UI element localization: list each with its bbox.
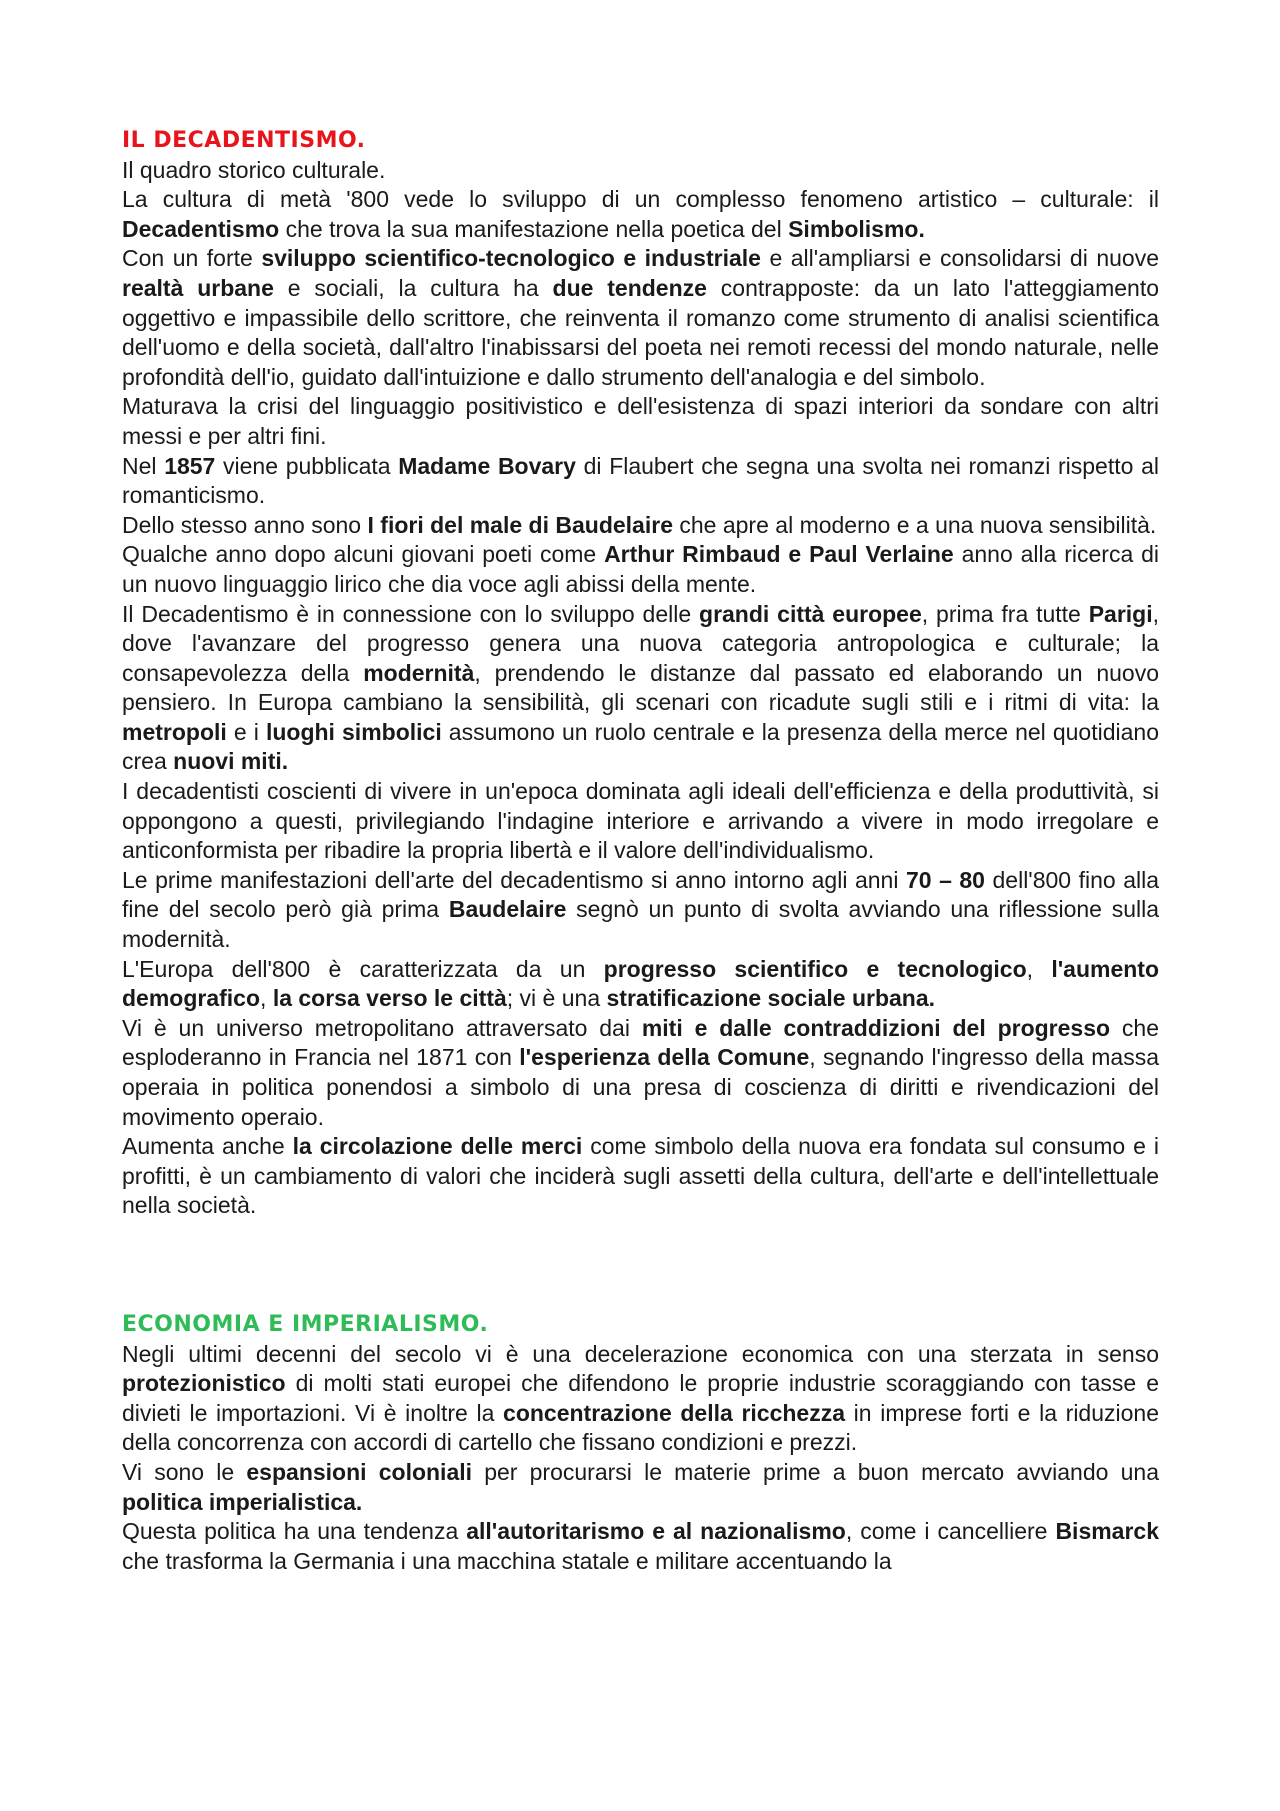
document-page: [122, 126, 1159, 1576]
bold-text: stratificazione sociale urbana.: [606, 985, 936, 1012]
bold-text: l'aumento demografico: [122, 955, 1160, 1012]
bold-text: miti e dalle contraddizioni del progresso: [641, 1014, 1111, 1041]
text-run: Negli ultimi decenni del secolo vi è una decelerazione economica con una sterzata in senso: [122, 1340, 1159, 1367]
section-title-economia: ECONOMIA E IMPERIALISMO.: [122, 1311, 489, 1337]
text-run: anno alla ricerca di un nuovo linguaggio lirico che dia voce agli abissi della mente.: [122, 541, 1160, 597]
text-run: Le prime manifestazioni dell'arte del decadentismo si anno intorno agli anni: [122, 866, 906, 893]
text-run: ; vi è una: [506, 985, 607, 1012]
text-run: I decadentisti coscienti di vivere in un'epoca dominata agli ideali dell'efficienza e della produttività, si oppongono a questi, privilegiando l'indagine interiore e arrivando a vivere in modo irregolare e anticonformista per ribadire la propria libertà e il valore dell'individualismo.: [122, 778, 1159, 864]
bold-text: l'esperienza della Comune: [519, 1044, 810, 1071]
text-run: come simbolo della nuova era fondata sul consumo e i profitti, è un cambiamento di valori che inciderà sugli assetti della cultura, dell'arte e dell'intellettuale nella società.: [122, 1133, 1159, 1219]
section-spacer: [122, 1221, 1159, 1310]
text-run: di molti stati europei che difendono le proprie industrie scoraggiando con tasse e divieti le importazioni. Vi è inoltre la: [122, 1370, 1159, 1426]
bold-text: sviluppo scientifico-tecnologico e industriale: [261, 245, 761, 272]
section-title-decadentismo: IL DECADENTISMO.: [122, 128, 366, 153]
text-run: Maturava la crisi del linguaggio positivistico e dell'esistenza di spazi interiori da sondare con altri messi e per altri fini.: [122, 393, 1159, 449]
bold-text: Bismarck: [1055, 1518, 1160, 1545]
text-run: che trasforma la Germania i una macchina statale e militare accentuando la: [122, 1547, 892, 1574]
text-run: Il Decadentismo è in connessione con lo sviluppo delle: [122, 600, 700, 627]
bold-text: modernità: [363, 659, 475, 686]
text-run: Con un forte: [122, 245, 262, 272]
bold-text: due tendenze: [552, 274, 707, 301]
section-subtitle: Il quadro storico culturale.: [122, 156, 386, 183]
bold-text: I fiori del male di Baudelaire: [367, 511, 673, 538]
text-run: L'Europa dell'800 è caratterizzata da un: [122, 955, 604, 982]
text-run: in imprese forti e la riduzione della concorrenza con accordi di cartello che fissano condizioni e prezzi.: [122, 1399, 1159, 1456]
text-run: Vi sono le: [122, 1458, 247, 1485]
paragraph: [122, 185, 1159, 244]
bold-text: Simbolismo.: [788, 215, 925, 242]
text-run: Qualche anno dopo alcuni giovani poeti come: [122, 541, 605, 568]
paragraph: [122, 452, 1159, 511]
text-run: viene pubblicata: [215, 452, 399, 479]
text-run: segnò un punto di svolta avviando una riflessione sulla modernità.: [122, 896, 1159, 953]
text-run: La cultura di metà '800 vede lo sviluppo di un complesso fenomeno artistico – culturale: il: [122, 186, 1159, 213]
bold-text: Baudelaire: [448, 896, 567, 923]
bold-text: protezionistico: [122, 1370, 286, 1397]
bold-text: la corsa verso le città: [272, 985, 507, 1012]
text-run: Vi è un universo metropolitano attraversato dai: [122, 1014, 642, 1041]
bold-text: all'autoritarismo e al nazionalismo: [466, 1518, 846, 1545]
bold-text: Madame Bovary: [398, 452, 576, 479]
bold-text: 70 – 80: [905, 866, 985, 893]
bold-text: nuovi miti.: [173, 748, 289, 775]
paragraph: [122, 1340, 1159, 1458]
bold-text: grandi città europee: [699, 600, 922, 627]
text-run: per procurarsi le materie prime a buon mercato avviando una: [472, 1458, 1159, 1485]
bold-text: la circolazione delle merci: [292, 1133, 583, 1160]
text-run: che trova la sua manifestazione nella poetica del: [279, 215, 789, 242]
paragraph: [122, 1014, 1159, 1132]
paragraph: [122, 392, 1159, 451]
text-run: e all'ampliarsi e consolidarsi di nuove: [760, 245, 1159, 272]
text-run: ,: [1026, 955, 1052, 982]
bold-text: Parigi: [1088, 600, 1153, 627]
text-run: dell'800 fino alla fine del secolo però già prima: [122, 866, 1160, 923]
text-run: , come i cancelliere: [845, 1518, 1056, 1545]
bold-text: 1857: [164, 452, 216, 479]
bold-text: luoghi simbolici: [265, 718, 442, 745]
bold-text: metropoli: [122, 718, 227, 745]
text-run: Nel: [122, 452, 165, 479]
paragraph: [122, 866, 1159, 955]
text-run: , dove l'avanzare del progresso genera una nuova categoria antropologica e culturale; la consapevolezza della: [122, 600, 1160, 686]
text-run: ,: [260, 985, 273, 1012]
paragraph: [122, 955, 1159, 1014]
bold-text: espansioni coloniali: [246, 1458, 473, 1485]
paragraph: [122, 1458, 1159, 1517]
paragraph: [122, 540, 1159, 599]
bold-text: politica imperialistica.: [122, 1488, 363, 1515]
paragraph: [122, 1132, 1159, 1221]
text-run: , prendendo le distanze dal passato ed elaborando un nuovo pensiero. In Europa cambiano la sensibilità, gli scenari con ricadute sugli stili e i ritmi di vita: la: [122, 659, 1159, 716]
bold-text: Decadentismo: [122, 215, 280, 242]
text-run: Questa politica ha una tendenza: [122, 1518, 467, 1545]
text-run: , segnando l'ingresso della massa operaia in politica ponendosi a simbolo di una presa di coscienza di diritti e rivendicazioni del movimento operaio.: [122, 1044, 1159, 1130]
bold-text: realtà urbane: [122, 274, 274, 301]
paragraph: [122, 511, 1159, 541]
paragraph: [122, 1517, 1159, 1576]
text-run: contrapposte: da un lato l'atteggiamento oggettivo e impassibile dello scrittore, che reinventa il romanzo come strumento di analisi scientifica dell'uomo e della società, dall'altro l'inabissarsi del poeta nei remoti recessi del mondo naturale, nelle profondità dell'io, guidato dall'intuizione e dallo strumento dell'analogia e del simbolo.: [122, 274, 1160, 390]
text-run: che apre al moderno e a una nuova sensibilità.: [672, 511, 1157, 538]
text-run: Dello stesso anno sono: [122, 511, 368, 538]
bold-text: Arthur Rimbaud e Paul Verlaine: [604, 541, 954, 568]
text-run: e i: [226, 718, 266, 745]
text-run: di Flaubert che segna una svolta nei romanzi rispetto al romanticismo.: [122, 452, 1159, 509]
text-run: assumono un ruolo centrale e la presenza della merce nel quotidiano crea: [122, 718, 1160, 775]
text-run: e sociali, la cultura ha: [273, 274, 553, 301]
paragraph: [122, 777, 1159, 866]
paragraph: [122, 244, 1159, 392]
text-run: che esploderanno in Francia nel 1871 con: [122, 1014, 1159, 1071]
bold-text: concentrazione della ricchezza: [503, 1399, 846, 1426]
text-run: , prima fra tutte: [921, 600, 1089, 627]
paragraph: [122, 600, 1159, 778]
bold-text: progresso scientifico e tecnologico: [603, 955, 1027, 982]
text-run: Aumenta anche: [122, 1133, 293, 1160]
